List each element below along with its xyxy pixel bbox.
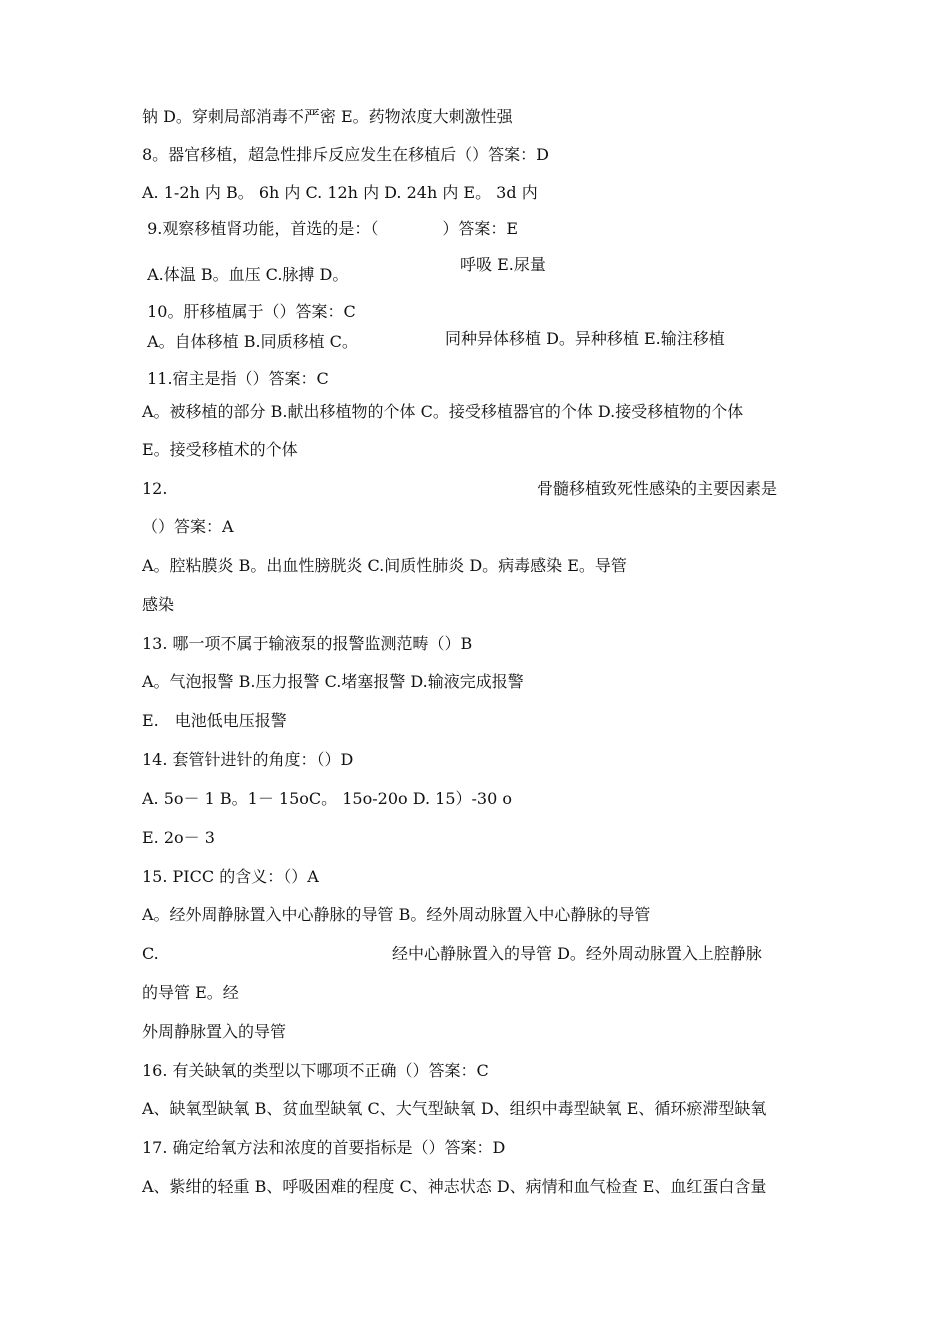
question-9-options: A.体温 B。血压 C.脉搏 D。 [142, 265, 349, 284]
question-14-options-cont: E. 2o－ 3 [142, 828, 215, 847]
question-17: 17. 确定给氧方法和浓度的首要指标是（）答案：D [142, 1138, 506, 1157]
question-10: 10。肝移植属于（）答案：C [142, 302, 356, 321]
question-14: 14. 套管针进针的角度：（）D [142, 750, 354, 769]
question-14-options: A. 5o－ 1 B。1－ 15oC。 15o-20o D. 15）-30 o [142, 789, 512, 808]
question-10-options-cont: 同种异体移植 D。异种移植 E.输注移植 [445, 329, 725, 348]
question-15-option-c-label: C. [142, 944, 159, 963]
question-16: 16. 有关缺氧的类型以下哪项不正确（）答案：C [142, 1061, 489, 1080]
question-15-options-cont-3: 外周静脉置入的导管 [142, 1022, 287, 1041]
question-15-options-cont-2: 的导管 E。经 [142, 983, 239, 1002]
question-12-options: A。腔粘膜炎 B。出血性膀胱炎 C.间质性肺炎 D。病毒感染 E。导管 [142, 556, 627, 575]
question-9-options-cont: 呼吸 E.尿量 [460, 255, 546, 274]
question-11-options: A。被移植的部分 B.献出移植物的个体 C。接受移植器官的个体 D.接受移植物的个体 [142, 402, 744, 421]
text-line: 钠 D。穿刺局部消毒不严密 E。药物浓度大刺激性强 [142, 107, 513, 126]
question-8-options: A. 1-2h 内 B。 6h 内 C. 12h 内 D. 24h 内 E。 3d 内 [142, 183, 538, 202]
question-8: 8。器官移植，超急性排斥反应发生在移植后（）答案：D [142, 145, 550, 164]
question-13: 13. 哪一项不属于输液泵的报警监测范畴（）B [142, 634, 473, 653]
question-10-options: A。自体移植 B.同质移植 C。 [142, 332, 358, 351]
question-11: 11.宿主是指（）答案：C [142, 369, 329, 388]
question-16-options: A、缺氧型缺氧 B、贫血型缺氧 C、大气型缺氧 D、组织中毒型缺氧 E、循环瘀滞型缺氧 [142, 1099, 767, 1118]
question-12-options-cont: 感染 [142, 595, 175, 614]
question-15: 15. PICC 的含义：（）A [142, 867, 319, 886]
question-15-options-cont: 经中心静脉置入的导管 D。经外周动脉置入上腔静脉 [392, 944, 762, 963]
question-13-options-cont: E. 电池低电压报警 [142, 711, 287, 730]
question-17-options: A、紫绀的轻重 B、呼吸困难的程度 C、神志状态 D、病情和血气检查 E、血红蛋白含量 [142, 1177, 767, 1196]
question-11-options-cont: E。接受移植术的个体 [142, 440, 298, 459]
question-9: 9.观察移植肾功能，首选的是：（ ）答案：E [142, 219, 519, 238]
question-15-options: A。经外周静脉置入中心静脉的导管 B。经外周动脉置入中心静脉的导管 [142, 905, 651, 924]
question-12: 骨髓移植致死性感染的主要因素是 [537, 479, 778, 498]
question-12-number: 12. [142, 479, 168, 498]
question-12-answer: （）答案：A [142, 517, 234, 536]
question-13-options: A。气泡报警 B.压力报警 C.堵塞报警 D.输液完成报警 [142, 672, 524, 691]
